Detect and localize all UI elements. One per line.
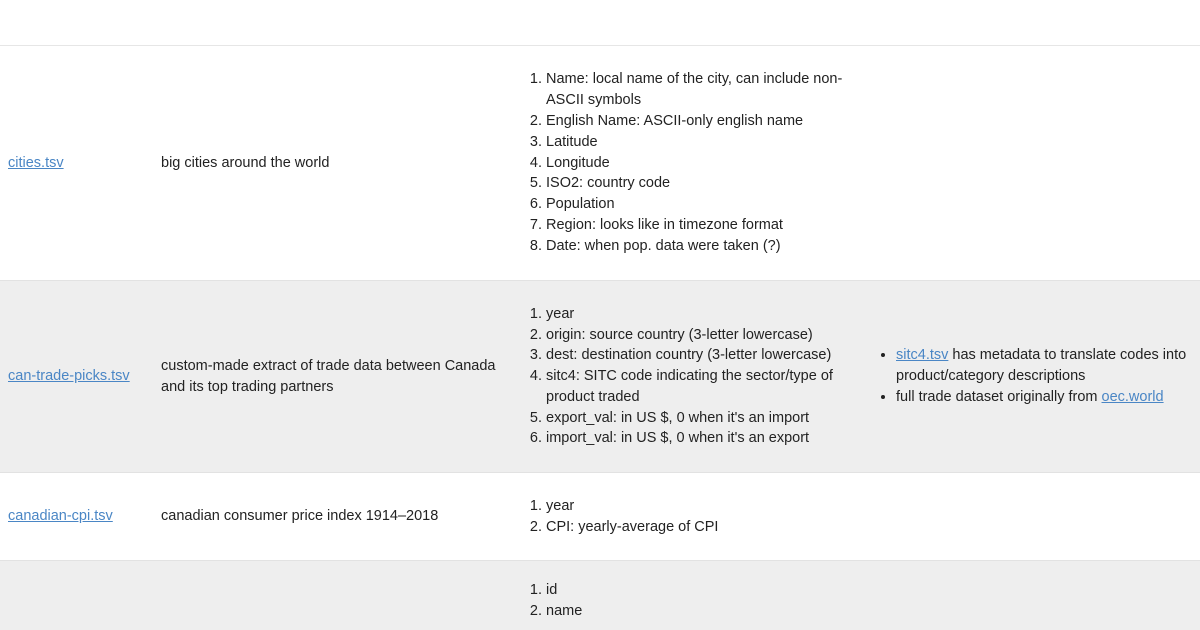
fields-list xyxy=(526,496,860,538)
field-item: 6. Population xyxy=(546,194,860,215)
description-cell: big cities around the world xyxy=(161,154,330,171)
fields-list xyxy=(526,580,860,622)
file-link-can-trade-picks[interactable]: can-trade-picks.tsv xyxy=(8,368,130,385)
fields-cell xyxy=(518,281,868,473)
dataset-table xyxy=(0,46,1200,630)
sitc4-link[interactable]: sitc4.tsv xyxy=(896,347,949,364)
field-item: 3. dest: destination country (3-letter lowercase) xyxy=(546,345,860,366)
note-item xyxy=(896,387,1192,408)
notes-cell xyxy=(868,561,1200,630)
file-cell xyxy=(0,46,153,281)
table-row xyxy=(0,473,1200,561)
file-cell xyxy=(0,281,153,473)
fields-cell xyxy=(518,46,868,281)
field-item: 5. ISO2: country code xyxy=(546,173,860,194)
file-cell xyxy=(0,561,153,630)
field-item: 7. Region: looks like in timezone format xyxy=(546,215,860,236)
notes-cell xyxy=(868,46,1200,281)
table-row xyxy=(0,46,1200,281)
field-item: 2. English Name: ASCII-only english name xyxy=(546,111,860,132)
note-text: has metadata to translate codes into product/category descriptions xyxy=(896,347,1187,385)
field-item: 1. Name: local name of the city, can include non-ASCII symbols xyxy=(546,69,860,111)
description-cell xyxy=(153,561,518,630)
table-row xyxy=(0,561,1200,630)
field-item: 2. CPI: yearly-average of CPI xyxy=(546,517,860,538)
note-item xyxy=(896,345,1192,387)
top-strip xyxy=(0,0,1200,46)
field-item: 6. import_val: in US $, 0 when it's an export xyxy=(546,428,860,449)
field-item: 1. year xyxy=(546,304,860,325)
oec-world-link[interactable]: oec.world xyxy=(1101,388,1164,405)
file-link-cities[interactable]: cities.tsv xyxy=(8,154,64,171)
field-item: 2. origin: source country (3-letter lowercase) xyxy=(546,325,860,346)
notes-list xyxy=(876,345,1192,407)
field-item: 8. Date: when pop. data were taken (?) xyxy=(546,236,860,257)
description-cell: canadian consumer price index 1914–2018 xyxy=(161,508,439,525)
field-item: 2. name xyxy=(546,601,860,622)
note-text: full trade dataset originally from xyxy=(896,388,1102,405)
field-item: 1. year xyxy=(546,496,860,517)
file-cell xyxy=(0,473,153,561)
fields-cell xyxy=(518,473,868,561)
notes-cell xyxy=(868,281,1200,473)
notes-cell xyxy=(868,473,1200,561)
field-item: 4. sitc4: SITC code indicating the sector/type of product traded xyxy=(546,366,860,408)
field-item: 1. id xyxy=(546,580,860,601)
field-item: 3. Latitude xyxy=(546,132,860,153)
file-link-canadian-cpi[interactable]: canadian-cpi.tsv xyxy=(8,508,113,525)
field-item: 4. Longitude xyxy=(546,153,860,174)
description-cell: custom-made extract of trade data between Canada and its top trading partners xyxy=(161,357,496,395)
fields-cell xyxy=(518,561,868,630)
table-row xyxy=(0,281,1200,473)
fields-list xyxy=(526,304,860,450)
fields-list xyxy=(526,69,860,256)
field-item: 5. export_val: in US $, 0 when it's an import xyxy=(546,408,860,429)
